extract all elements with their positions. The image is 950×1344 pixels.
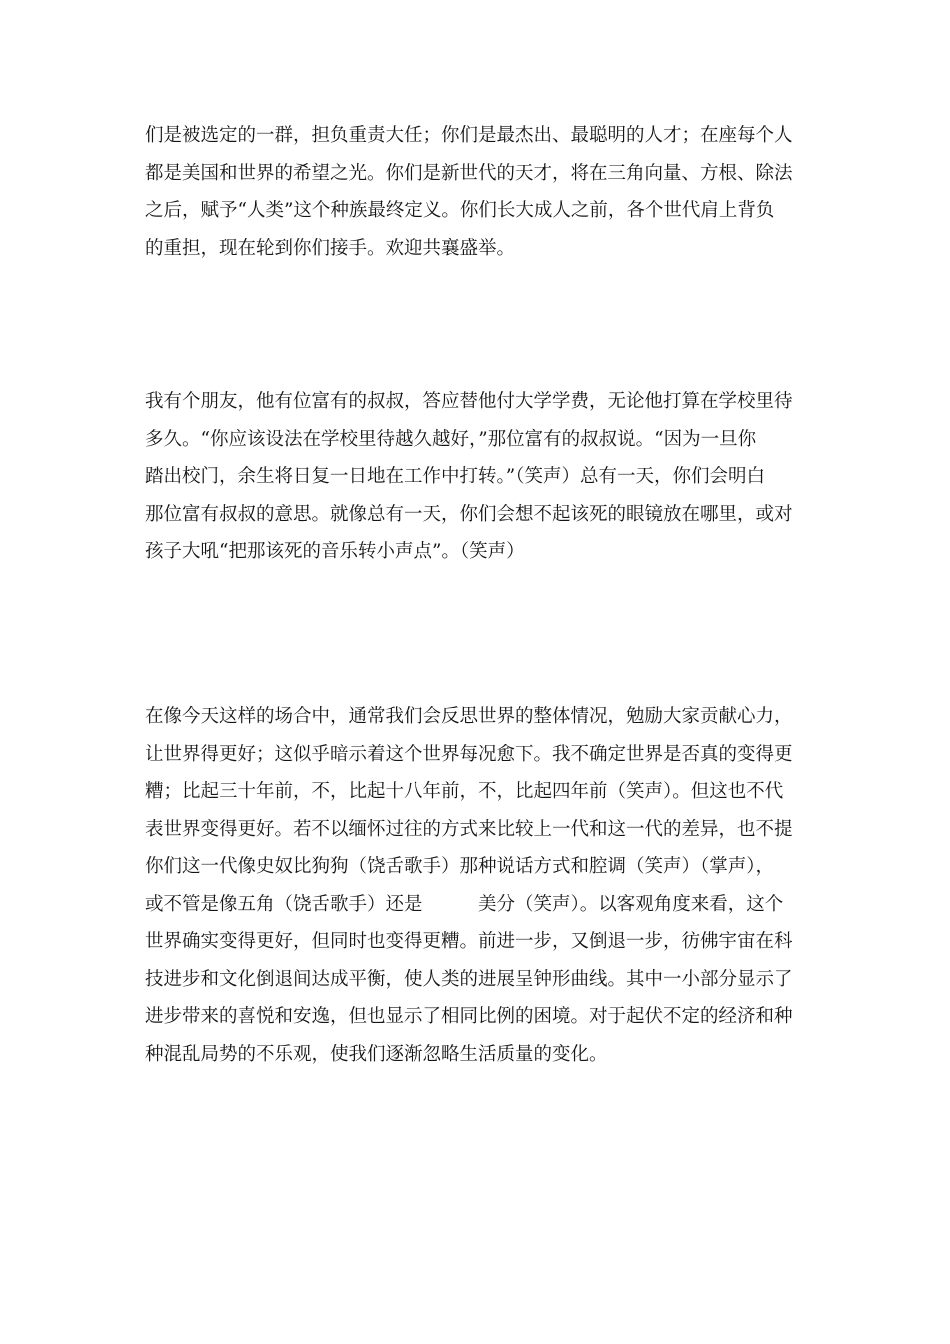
text-line: 你们这一代像史奴比狗狗（饶舌歌手）那种说话方式和腔调（笑声）（掌声），	[145, 856, 775, 877]
text-line: 多久。“你应该设法在学校里待越久越好，”那位富有的叔叔说。“因为一旦你	[145, 428, 757, 450]
text-line: 技进步和文化倒退间达成平衡，使人类的进展呈钟形曲线。其中一小部分显示了	[145, 968, 793, 990]
text-line: 糟；比起三十年前，不，比起十八年前，不，比起四年前（笑声）。但这也不代	[145, 781, 784, 802]
text-line: 那位富有叔叔的意思。就像总有一天，你们会想不起该死的眼镜放在哪里，或对	[145, 503, 793, 525]
text-line: 的重担，现在轮到你们接手。欢迎共襄盛举。	[145, 237, 516, 259]
paragraph-2	[145, 383, 815, 571]
text-line: 或不管是像五角（饶舌歌手）还是 美分（笑声）。以客观角度来看，这个	[145, 893, 784, 915]
text-line: 都是美国和世界的希望之光。你们是新世代的天才，将在三角向量、方根、除法	[145, 162, 793, 184]
text-line: 世界确实变得更好，但同时也变得更糟。前进一步，又倒退一步，彷佛宇宙在科	[145, 931, 793, 952]
text-line: 我有个朋友，他有位富有的叔叔，答应替他付大学学费，无论他打算在学校里待	[145, 391, 793, 412]
text-line: 让世界得更好；这似乎暗示着这个世界每况愈下。我不确定世界是否真的变得更	[145, 743, 793, 765]
text-line: 踏出校门，余生将日复一日地在工作中打转。”（笑声）总有一天，你们会明白	[145, 466, 765, 487]
text-line: 孩子大吼“把那该死的音乐转小声点”。（笑声）	[145, 541, 525, 562]
paragraph-1	[145, 117, 815, 267]
text-line: 表世界变得更好。若不以缅怀过往的方式来比较上一代和这一代的差异，也不提	[145, 818, 793, 840]
paragraph-3	[145, 698, 815, 1073]
text-line: 在像今天这样的场合中，通常我们会反思世界的整体情况，勉励大家贡献心力，	[145, 706, 793, 727]
text-line: 种混乱局势的不乐观，使我们逐渐忽略生活质量的变化。	[145, 1043, 608, 1065]
text-line: 进步带来的喜悦和安逸，但也显示了相同比例的困境。对于起伏不定的经济和种	[145, 1006, 793, 1027]
text-line: 们是被选定的一群，担负重责大任；你们是最杰出、最聪明的人才；在座每个人	[145, 125, 793, 146]
text-line: 之后，赋予“人类”这个种族最终定义。你们长大成人之前，各个世代肩上背负	[145, 200, 775, 221]
